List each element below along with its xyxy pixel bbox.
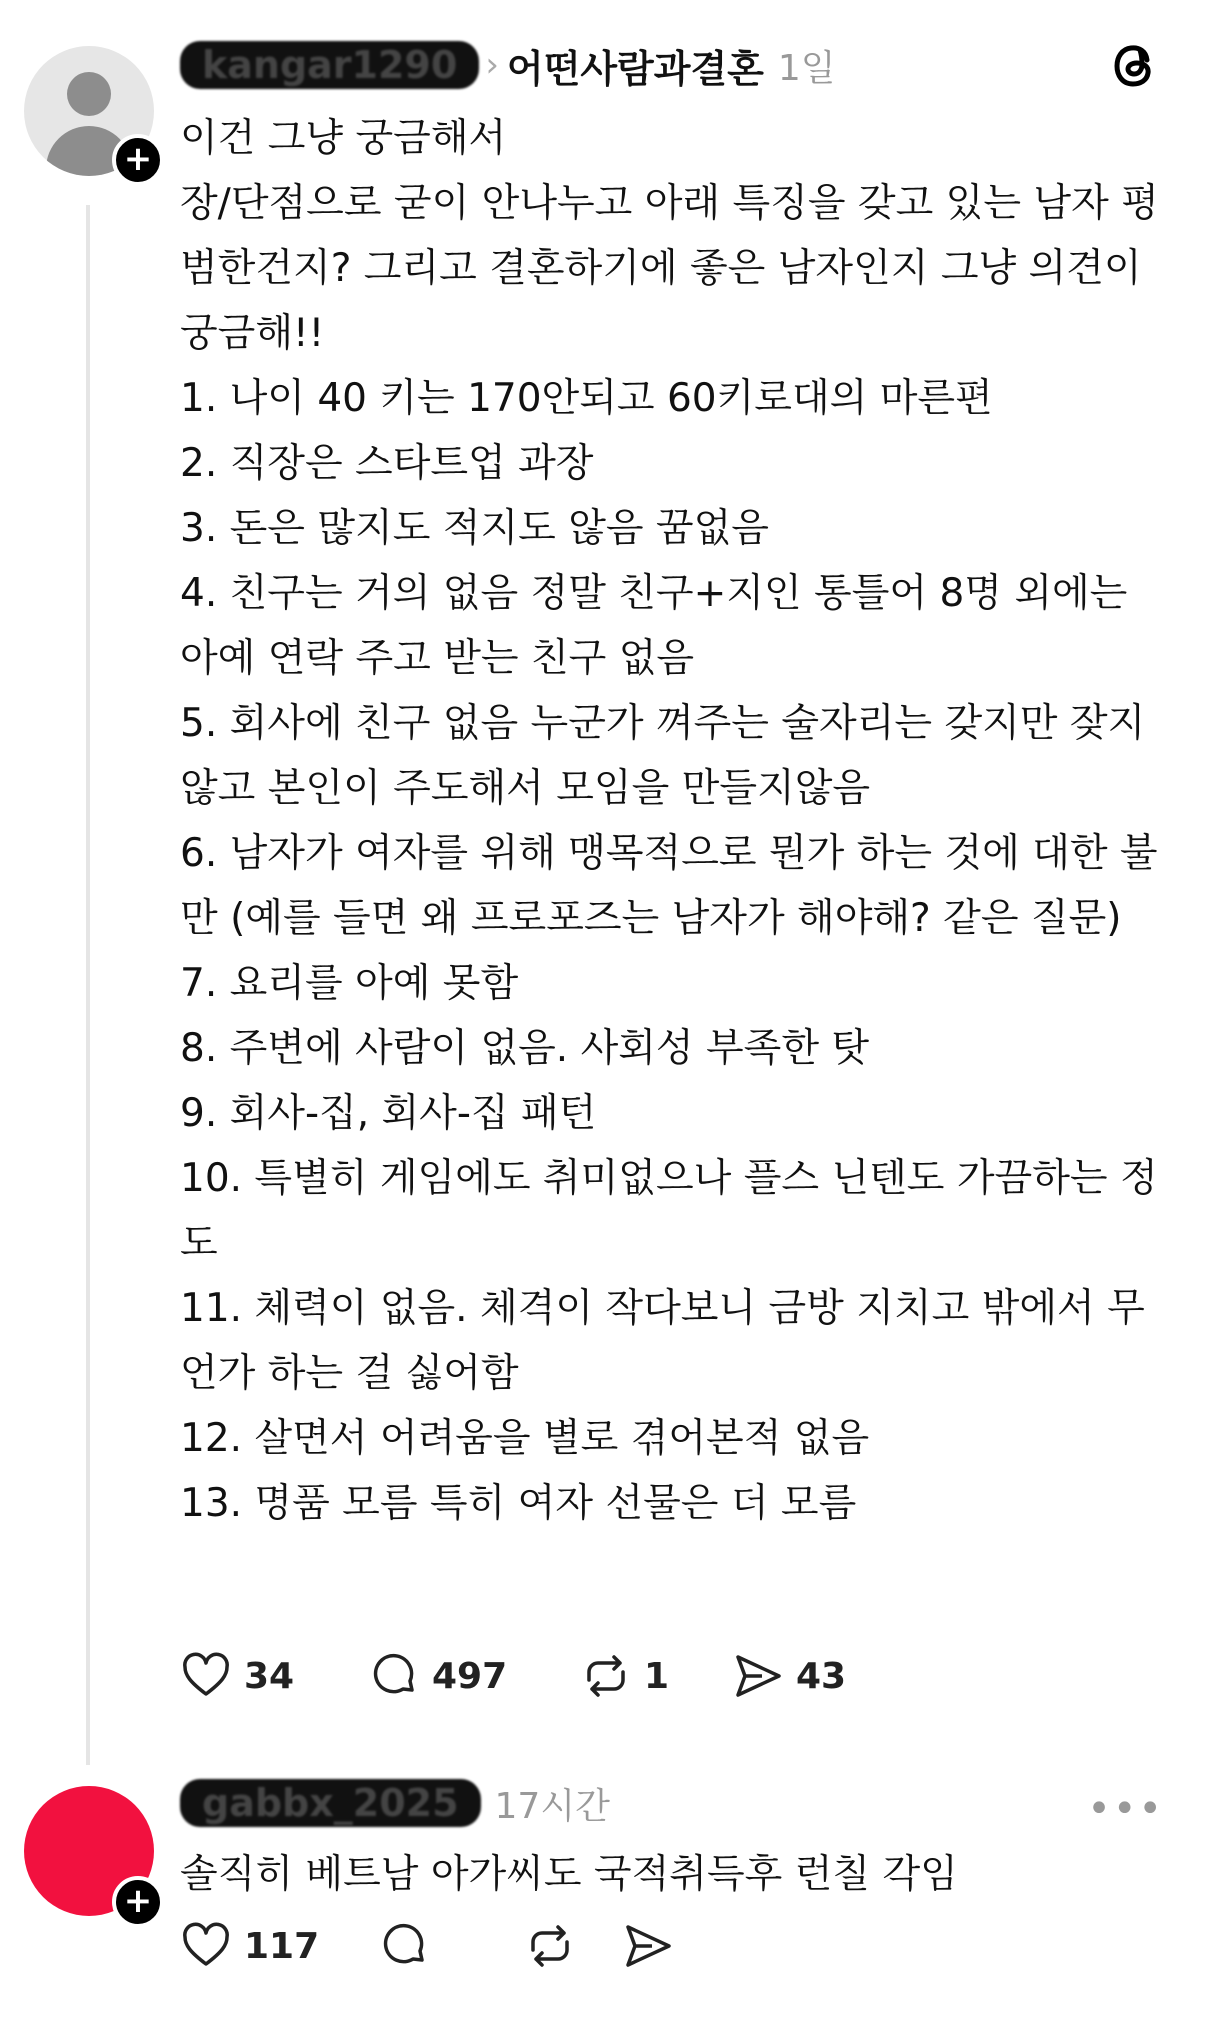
repost-icon bbox=[524, 1920, 576, 1972]
post-paragraph: 5. 회사에 친구 없음 누군가 껴주는 술자리는 갖지만 잦지 않고 본인이 주도해서 모임을 만들지않음 bbox=[180, 701, 1146, 811]
reply-username[interactable]: gabbx_2025 bbox=[180, 1779, 481, 1827]
heart-icon bbox=[180, 1920, 232, 1972]
repost-count: 1 bbox=[644, 1655, 670, 1697]
post-paragraph: 13. 명품 모름 특히 여자 선물은 더 모름 bbox=[180, 1481, 857, 1526]
reply-like-count: 117 bbox=[244, 1925, 320, 1967]
post-paragraph: 9. 회사-집, 회사-집 패턴 bbox=[180, 1091, 597, 1136]
post-paragraph: 6. 남자가 여자를 위해 맹목적으로 뭔가 하는 것에 대한 불만 (예를 들면 왜 프로포즈는 남자가 해야해? 같은 질문) bbox=[180, 831, 1158, 941]
post-paragraph: 4. 친구는 거의 없음 정말 친구+지인 통틀어 8명 외에는 아예 연락 주고 받는 친구 없음 bbox=[180, 571, 1128, 681]
like-count: 34 bbox=[244, 1655, 295, 1697]
post-header bbox=[180, 40, 836, 90]
thread-line bbox=[86, 205, 90, 1765]
chevron-right-icon: › bbox=[485, 45, 499, 85]
reply-timestamp: 17시간 bbox=[494, 1785, 610, 1827]
heart-icon bbox=[180, 1650, 232, 1702]
post-paragraph: 2. 직장은 스타트업 과장 bbox=[180, 441, 594, 486]
follow-plus-icon[interactable]: + bbox=[112, 134, 164, 186]
reply-repost-button[interactable] bbox=[524, 1920, 622, 1972]
like-button[interactable] bbox=[180, 1650, 368, 1702]
send-icon bbox=[622, 1920, 674, 1972]
threads-logo-icon[interactable] bbox=[1106, 36, 1166, 96]
repost-button[interactable] bbox=[580, 1650, 732, 1702]
reply-header bbox=[180, 1778, 610, 1828]
comment-count: 497 bbox=[432, 1655, 508, 1697]
send-icon bbox=[732, 1650, 784, 1702]
comment-bubble-icon bbox=[368, 1650, 420, 1702]
share-button[interactable] bbox=[732, 1650, 846, 1702]
post-paragraph: 1. 나이 40 키는 170안되고 60키로대의 마른편 bbox=[180, 376, 993, 421]
more-options-icon[interactable]: ••• bbox=[1087, 1786, 1164, 1832]
avatar-head-shape bbox=[67, 72, 111, 116]
reply-text: 솔직히 베트남 아가씨도 국적취득후 런칠 각임 bbox=[180, 1852, 958, 1897]
share-count: 43 bbox=[796, 1655, 847, 1697]
username[interactable]: kangar1290 bbox=[180, 41, 479, 89]
post-paragraph: 12. 살면서 어려움을 별로 겪어본적 없음 bbox=[180, 1416, 870, 1461]
follow-plus-icon[interactable]: + bbox=[112, 1876, 164, 1928]
post-paragraph: 3. 돈은 많지도 적지도 않음 꿈없음 bbox=[180, 506, 769, 551]
post-paragraph: 10. 특별히 게임에도 취미없으나 플스 닌텐도 가끔하는 정도 bbox=[180, 1156, 1158, 1266]
reply-like-button[interactable] bbox=[180, 1920, 378, 1972]
post-content bbox=[180, 106, 1170, 1536]
post-paragraph: 7. 요리를 아예 못함 bbox=[180, 961, 519, 1006]
post-paragraph: 8. 주변에 사람이 없음. 사회성 부족한 탓 bbox=[180, 1026, 870, 1071]
repost-icon bbox=[580, 1650, 632, 1702]
reply-actions bbox=[180, 1920, 674, 1972]
timestamp: 1일 bbox=[777, 47, 836, 89]
topic-tag[interactable]: 어떤사람과결혼 bbox=[506, 46, 764, 91]
post-actions bbox=[180, 1650, 846, 1702]
post-paragraph: 장/단점으로 굳이 안나누고 아래 특징을 갖고 있는 남자 평범한건지? 그리고 결혼하기에 좋은 남자인지 그냥 의견이 궁금해!! bbox=[180, 181, 1159, 356]
comment-button[interactable] bbox=[368, 1650, 580, 1702]
reply-comment-button[interactable] bbox=[378, 1920, 524, 1972]
comment-bubble-icon bbox=[378, 1920, 430, 1972]
post-paragraph: 11. 체력이 없음. 체격이 작다보니 금방 지치고 밖에서 무언가 하는 걸 싫어함 bbox=[180, 1286, 1145, 1396]
reply-share-button[interactable] bbox=[622, 1920, 674, 1972]
post-paragraph: 이건 그냥 궁금해서 bbox=[180, 116, 507, 161]
